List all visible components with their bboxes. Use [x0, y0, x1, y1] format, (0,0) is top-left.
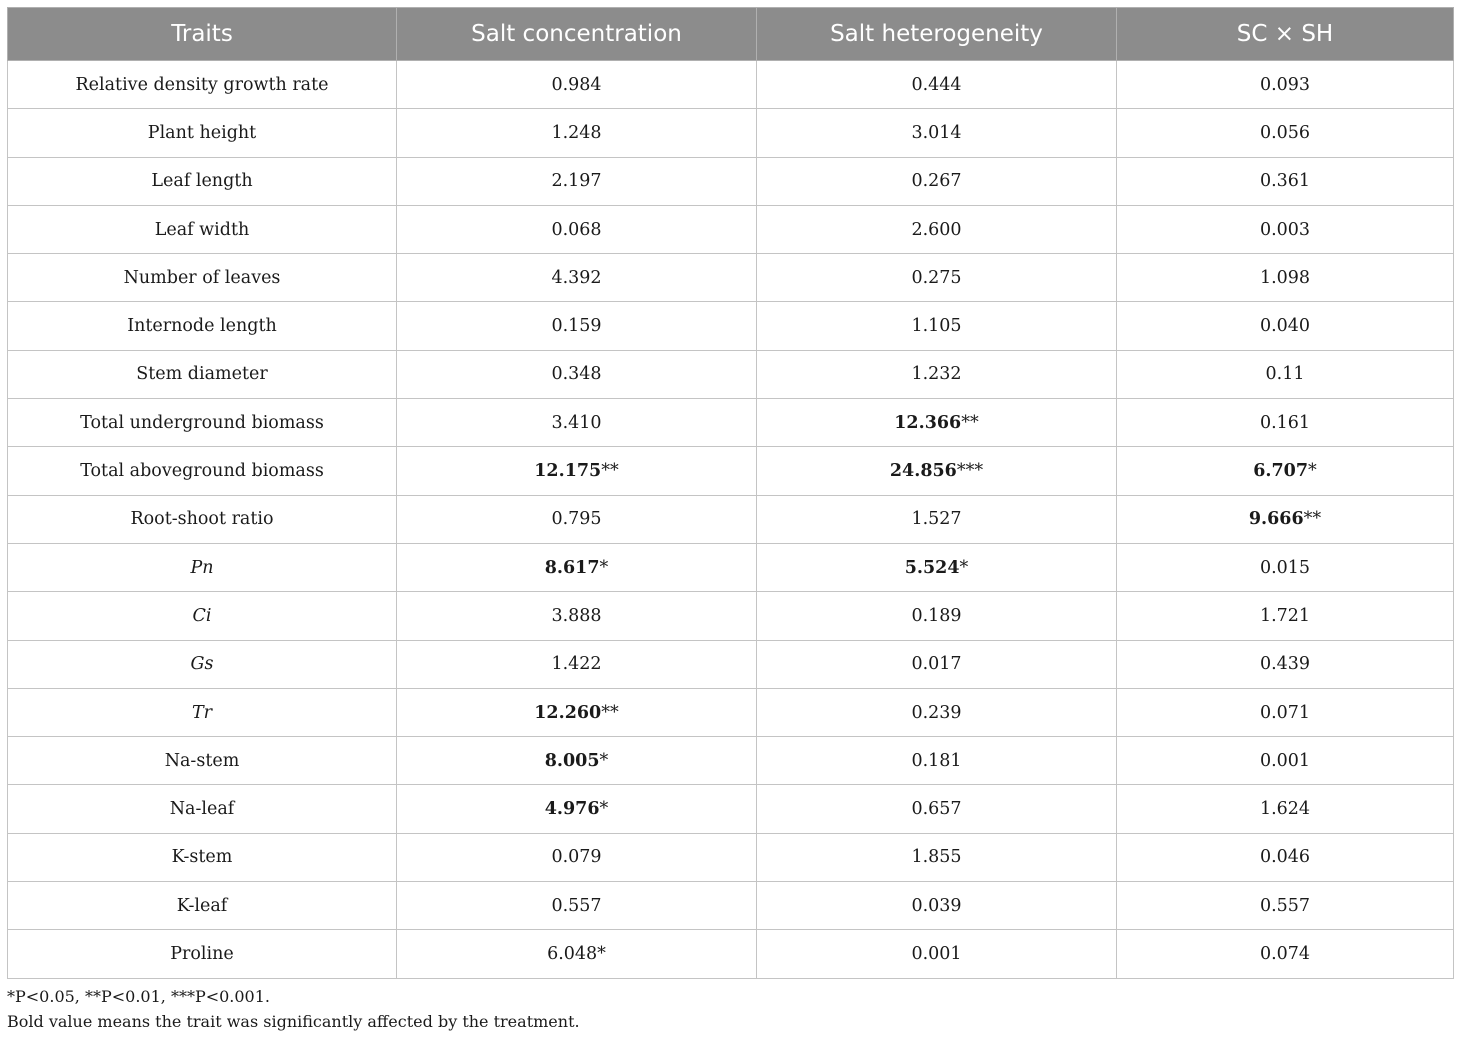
value-text: 0.444 — [911, 74, 962, 95]
value-text: 4.976 — [544, 799, 600, 820]
value-cell-salt-heterogeneity — [757, 350, 1117, 398]
header-interaction: SC × SH — [1117, 8, 1454, 61]
trait-cell: Tr — [8, 688, 397, 736]
significance-marker: ** — [961, 412, 979, 433]
table-row — [8, 833, 1454, 881]
value-cell-salt-heterogeneity — [757, 399, 1117, 447]
trait-cell: Gs — [8, 640, 397, 688]
value-text: 0.657 — [911, 799, 962, 820]
value-text: 0.239 — [911, 702, 962, 723]
value-cell-salt-heterogeneity — [757, 543, 1117, 591]
value-cell-salt-heterogeneity — [757, 688, 1117, 736]
value-text: 0.003 — [1259, 219, 1311, 240]
value-cell-salt-heterogeneity — [757, 882, 1117, 930]
value-text: 0.093 — [1259, 74, 1311, 95]
value-text: 3.888 — [551, 605, 602, 626]
significance-marker: * — [599, 557, 609, 578]
value-cell-interaction — [1117, 350, 1454, 398]
table-row — [8, 688, 1454, 736]
significance-marker: * — [959, 557, 969, 578]
trait-cell: Root-shoot ratio — [8, 495, 397, 543]
value-cell-salt-heterogeneity — [757, 254, 1117, 302]
trait-cell: Ci — [8, 592, 397, 640]
value-text: 0.071 — [1259, 702, 1311, 723]
trait-cell: Leaf length — [8, 157, 397, 205]
table-row — [8, 930, 1454, 978]
value-cell-interaction — [1117, 205, 1454, 253]
value-text: 0.557 — [1259, 895, 1311, 916]
value-text: 12.366 — [894, 412, 962, 433]
value-text: 1.098 — [1259, 267, 1311, 288]
table-row — [8, 737, 1454, 785]
value-cell-salt-heterogeneity — [757, 737, 1117, 785]
value-cell-interaction — [1117, 882, 1454, 930]
value-text: 0.189 — [911, 605, 962, 626]
value-text: 4.392 — [551, 267, 602, 288]
value-cell-salt-concentration — [397, 61, 757, 109]
value-text: 3.410 — [551, 412, 602, 433]
value-cell-salt-concentration — [397, 882, 757, 930]
table-row — [8, 785, 1454, 833]
trait-cell: K-stem — [8, 833, 397, 881]
table-row — [8, 592, 1454, 640]
significance-marker: ** — [1303, 509, 1322, 530]
header-traits: Traits — [8, 8, 397, 61]
value-cell-salt-heterogeneity — [757, 61, 1117, 109]
value-cell-salt-concentration — [397, 785, 757, 833]
value-text: 8.005 — [544, 750, 600, 771]
value-cell-salt-heterogeneity — [757, 109, 1117, 157]
value-cell-salt-concentration — [397, 399, 757, 447]
table-row — [8, 399, 1454, 447]
value-text: 12.260 — [534, 702, 602, 723]
trait-cell: Na-leaf — [8, 785, 397, 833]
value-text: 0.557 — [551, 895, 602, 916]
significance-marker: * — [599, 799, 609, 820]
significance-marker: ** — [601, 461, 619, 482]
value-text: 8.617 — [544, 557, 600, 578]
value-cell-interaction — [1117, 592, 1454, 640]
table-row — [8, 302, 1454, 350]
value-text: 0.267 — [911, 171, 962, 192]
trait-cell: Total aboveground biomass — [8, 447, 397, 495]
anova-table — [7, 7, 1454, 979]
value-text: 0.275 — [911, 267, 962, 288]
value-text: 0.079 — [551, 847, 602, 868]
value-cell-interaction — [1117, 640, 1454, 688]
value-cell-interaction — [1117, 61, 1454, 109]
significance-marker: *** — [956, 461, 984, 482]
value-cell-salt-heterogeneity — [757, 205, 1117, 253]
value-text: 5.524 — [904, 557, 960, 578]
value-text: 0.001 — [1259, 750, 1311, 771]
table-row — [8, 495, 1454, 543]
value-text: 0.074 — [1259, 943, 1311, 964]
value-text: 2.197 — [551, 171, 602, 192]
trait-cell: Plant height — [8, 109, 397, 157]
value-text: 1.422 — [551, 654, 602, 675]
value-text: 1.232 — [911, 364, 962, 385]
value-cell-salt-concentration — [397, 495, 757, 543]
value-text: 0.439 — [1259, 654, 1311, 675]
significance-marker: * — [1308, 461, 1317, 482]
value-text: 2.600 — [911, 219, 962, 240]
value-text: 0.068 — [551, 219, 602, 240]
significance-marker: * — [599, 750, 609, 771]
value-cell-salt-concentration — [397, 688, 757, 736]
value-cell-interaction — [1117, 688, 1454, 736]
value-cell-salt-concentration — [397, 447, 757, 495]
value-cell-salt-heterogeneity — [757, 640, 1117, 688]
value-cell-interaction — [1117, 543, 1454, 591]
value-cell-salt-heterogeneity — [757, 833, 1117, 881]
value-cell-interaction — [1117, 785, 1454, 833]
value-text: 9.666 — [1248, 509, 1304, 530]
significance-marker: ** — [601, 702, 619, 723]
value-cell-interaction — [1117, 302, 1454, 350]
trait-cell: Internode length — [8, 302, 397, 350]
footnote-significance: *P<0.05, **P<0.01, ***P<0.001. — [7, 987, 270, 1006]
value-text: 0.984 — [551, 74, 602, 95]
value-text: 0.039 — [911, 895, 962, 916]
value-text: 0.015 — [1259, 557, 1311, 578]
value-cell-salt-concentration — [397, 543, 757, 591]
value-cell-salt-heterogeneity — [757, 930, 1117, 978]
value-text: 0.056 — [1259, 122, 1311, 143]
table-row — [8, 640, 1454, 688]
table-row — [8, 882, 1454, 930]
value-cell-interaction — [1117, 109, 1454, 157]
trait-cell: Stem diameter — [8, 350, 397, 398]
table-row — [8, 254, 1454, 302]
table-row — [8, 205, 1454, 253]
table-row — [8, 61, 1454, 109]
table-row — [8, 350, 1454, 398]
header-salt-concentration: Salt concentration — [397, 8, 757, 61]
trait-cell: K-leaf — [8, 882, 397, 930]
value-text: 1.527 — [911, 509, 962, 530]
value-cell-salt-concentration — [397, 930, 757, 978]
header-row — [8, 8, 1454, 61]
table-row — [8, 543, 1454, 591]
value-cell-salt-concentration — [397, 302, 757, 350]
trait-cell: Pn — [8, 543, 397, 591]
value-cell-salt-concentration — [397, 592, 757, 640]
value-text: 0.040 — [1259, 316, 1311, 337]
value-text: 0.361 — [1259, 171, 1311, 192]
trait-cell: Number of leaves — [8, 254, 397, 302]
footnote-bold-note: Bold value means the trait was significantly affected by the treatment. — [7, 1012, 580, 1031]
value-text: 0.046 — [1259, 847, 1311, 868]
value-cell-interaction — [1117, 157, 1454, 205]
value-text: 0.181 — [911, 750, 962, 771]
value-text: 24.856 — [889, 461, 957, 482]
value-text: 0.161 — [1259, 412, 1311, 433]
value-text: 0.001 — [911, 943, 962, 964]
value-cell-salt-concentration — [397, 109, 757, 157]
value-cell-salt-heterogeneity — [757, 592, 1117, 640]
value-text: 3.014 — [911, 122, 962, 143]
trait-cell: Relative density growth rate — [8, 61, 397, 109]
value-text: 6.048 — [547, 943, 598, 964]
value-text: 1.624 — [1259, 799, 1311, 820]
table-body — [8, 61, 1454, 979]
value-text: 1.105 — [911, 316, 962, 337]
value-cell-salt-heterogeneity — [757, 157, 1117, 205]
trait-cell: Leaf width — [8, 205, 397, 253]
value-text: 1.248 — [551, 122, 602, 143]
table-header — [8, 8, 1454, 61]
value-text: 0.348 — [551, 364, 602, 385]
value-cell-salt-heterogeneity — [757, 495, 1117, 543]
value-cell-salt-concentration — [397, 350, 757, 398]
value-text: 0.11 — [1265, 364, 1305, 385]
significance-marker: * — [597, 943, 606, 964]
trait-cell: Proline — [8, 930, 397, 978]
value-cell-interaction — [1117, 447, 1454, 495]
value-cell-salt-concentration — [397, 833, 757, 881]
value-cell-salt-heterogeneity — [757, 447, 1117, 495]
table-row — [8, 157, 1454, 205]
value-cell-salt-heterogeneity — [757, 785, 1117, 833]
value-text: 1.855 — [911, 847, 962, 868]
trait-cell: Total underground biomass — [8, 399, 397, 447]
value-cell-salt-concentration — [397, 254, 757, 302]
value-text: 1.721 — [1259, 605, 1311, 626]
value-cell-salt-concentration — [397, 205, 757, 253]
value-cell-interaction — [1117, 930, 1454, 978]
value-cell-interaction — [1117, 399, 1454, 447]
value-cell-salt-heterogeneity — [757, 302, 1117, 350]
value-text: 6.707 — [1253, 461, 1309, 482]
value-text: 0.795 — [551, 509, 602, 530]
trait-cell: Na-stem — [8, 737, 397, 785]
value-cell-interaction — [1117, 495, 1454, 543]
value-cell-interaction — [1117, 737, 1454, 785]
value-cell-salt-concentration — [397, 157, 757, 205]
table-row — [8, 447, 1454, 495]
value-cell-salt-concentration — [397, 640, 757, 688]
value-cell-interaction — [1117, 833, 1454, 881]
header-salt-heterogeneity: Salt heterogeneity — [757, 8, 1117, 61]
value-text: 0.159 — [551, 316, 602, 337]
value-cell-interaction — [1117, 254, 1454, 302]
value-cell-salt-concentration — [397, 737, 757, 785]
value-text: 12.175 — [534, 461, 602, 482]
table-row — [8, 109, 1454, 157]
anova-table-container — [7, 7, 1453, 979]
value-text: 0.017 — [911, 654, 962, 675]
